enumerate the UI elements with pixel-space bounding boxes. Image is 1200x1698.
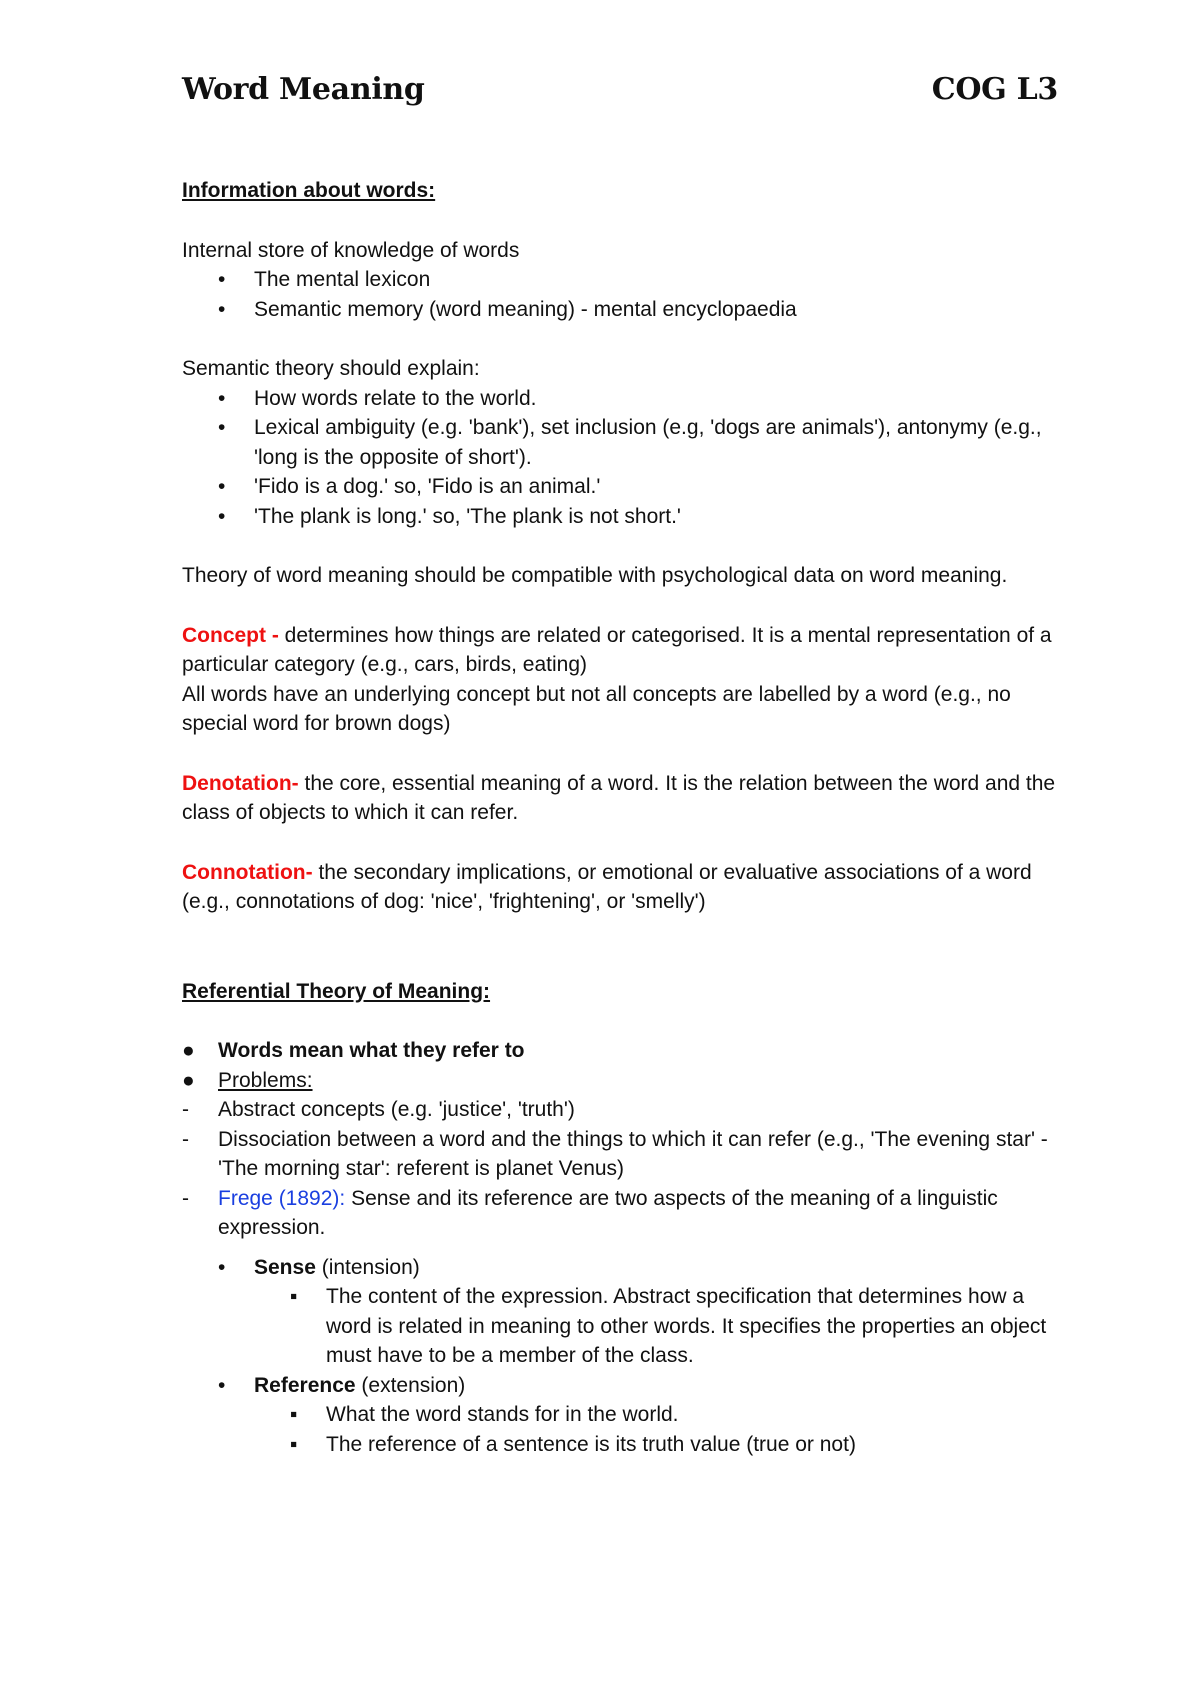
list-item: • 'Fido is a dog.' so, 'Fido is an animal.'	[182, 472, 1062, 502]
list-item: ▪ The content of the expression. Abstract specification that determines how a word is related in meaning to other words. It specifies the properties an object must have to be a member of the class.	[182, 1282, 1062, 1371]
list-item: • Semantic memory (word meaning) - mental encyclopaedia	[182, 295, 1062, 325]
document-title: Word Meaning	[182, 72, 425, 107]
connotation-text: the secondary implications, or emotional or evaluative associations of a word (e.g., connotations of dog: 'nice', 'frightening', or 'smelly')	[182, 860, 1032, 913]
section-heading-referential: Referential Theory of Meaning:	[182, 979, 491, 1003]
section-heading-information: Information about words:	[182, 179, 436, 202]
dash-icon: -	[182, 1186, 189, 1210]
bullet-icon: •	[218, 386, 226, 410]
bullet-icon: ●	[182, 1068, 195, 1092]
bullet-icon: •	[218, 268, 226, 291]
section1-intro: Internal store of knowledge of words	[182, 238, 520, 262]
reference-term: Reference	[254, 1373, 356, 1397]
list-item: - Frege (1892): Sense and its reference are two aspects of the meaning of a linguistic expression.	[182, 1184, 1062, 1243]
square-bullet-icon: ▪	[290, 1432, 298, 1456]
denotation-text: the core, essential meaning of a word. It is the relation between the word and the class of objects to which it can refer.	[182, 771, 1056, 824]
sense-term: Sense	[254, 1255, 316, 1279]
bullet-icon: •	[218, 1373, 226, 1397]
dash-icon: -	[182, 1098, 189, 1121]
frege-citation: Frege (1892):	[218, 1186, 346, 1210]
list-item: ▪ What the word stands for in the world.	[182, 1400, 1062, 1430]
list-item: • The mental lexicon	[182, 265, 1062, 295]
concept-text: determines how things are related or categorised. It is a mental representation of a particular category (e.g., cars, birds, eating)	[182, 623, 1052, 676]
list-item: ▪ The reference of a sentence is its truth value (true or not)	[182, 1430, 1062, 1460]
concept-definition	[182, 621, 1062, 680]
list-item: • Sense (intension)	[182, 1253, 1062, 1283]
list-item: • 'The plank is long.' so, 'The plank is not short.'	[182, 502, 1062, 532]
bullet-icon: •	[218, 1255, 226, 1279]
list-item: - Abstract concepts (e.g. 'justice', 'truth')	[182, 1095, 1062, 1125]
list-item: • Reference (extension)	[182, 1371, 1062, 1401]
theory-paragraph: Theory of word meaning should be compatible with psychological data on word meaning.	[182, 564, 1008, 587]
semantic-intro: Semantic theory should explain:	[182, 357, 480, 380]
document-body	[182, 176, 1062, 1459]
bullet-icon: •	[218, 504, 226, 528]
square-bullet-icon: ▪	[290, 1403, 298, 1426]
list-item: • Lexical ambiguity (e.g. 'bank'), set inclusion (e.g, 'dogs are animals'), antonymy (e.g., 'long is the opposite of short').	[182, 413, 1062, 472]
square-bullet-icon: ▪	[290, 1285, 298, 1308]
course-code: COG L3	[931, 72, 1058, 107]
bullet-icon: ●	[182, 1039, 195, 1062]
denotation-definition	[182, 769, 1062, 828]
list-item: ● Words mean what they refer to	[182, 1036, 1062, 1066]
concept-text-2: All words have an underlying concept but not all concepts are labelled by a word (e.g., no special word for brown dogs)	[182, 682, 1011, 735]
connotation-term: Connotation-	[182, 860, 313, 884]
denotation-term: Denotation-	[182, 771, 299, 795]
bullet-icon: •	[218, 297, 226, 321]
connotation-definition	[182, 858, 1062, 917]
list-item: • How words relate to the world.	[182, 384, 1062, 414]
concept-separator: -	[266, 623, 285, 647]
concept-term: Concept	[182, 623, 266, 647]
list-item: - Dissociation between a word and the things to which it can refer (e.g., 'The evening star' - 'The morning star': referent is planet Venus)	[182, 1125, 1062, 1184]
bullet-icon: •	[218, 416, 226, 439]
list-item: ● Problems:	[182, 1066, 1062, 1096]
bullet-icon: •	[218, 475, 226, 498]
document-header	[182, 72, 1058, 107]
dash-icon: -	[182, 1127, 189, 1151]
